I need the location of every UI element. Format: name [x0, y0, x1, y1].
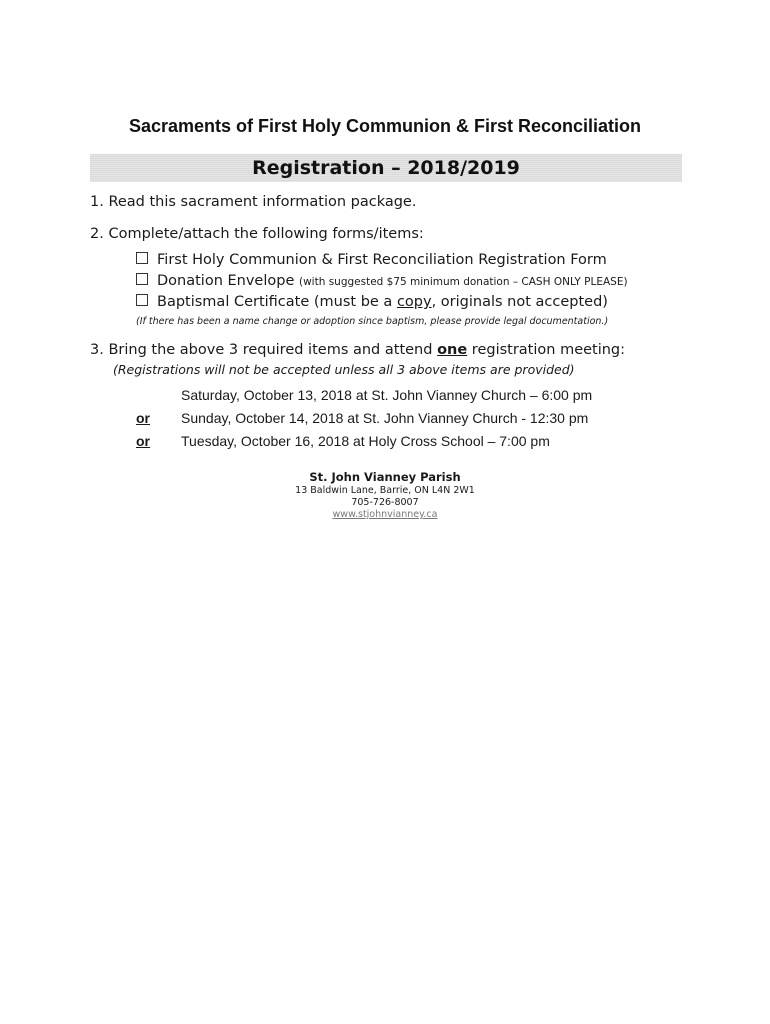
item-label: First Holy Communion & First Reconciliation Registration Form — [157, 252, 607, 268]
meeting-row — [136, 433, 592, 456]
parish-address: 13 Baldwin Lane, Barrie, ON L4N 2W1 — [295, 485, 475, 496]
item-label-suffix: , originals not accepted) — [431, 294, 608, 310]
required-items-list — [136, 252, 628, 315]
parish-contact — [0, 470, 770, 521]
step-2: 2. Complete/attach the following forms/items: — [90, 226, 424, 242]
item-registration-form — [136, 252, 628, 273]
step-3-suffix: registration meeting: — [467, 342, 626, 358]
meeting-schedule — [136, 387, 592, 456]
meeting-text: Sunday, October 14, 2018 at St. John Vianney Church - 12:30 pm — [181, 410, 589, 426]
document-title: Sacraments of First Holy Communion & First Reconciliation — [128, 116, 642, 136]
meeting-row — [136, 410, 592, 433]
checkbox-icon[interactable] — [136, 294, 148, 306]
item-baptismal-certificate — [136, 294, 628, 315]
registration-requirement-note: (Registrations will not be accepted unless all 3 above items are provided) — [113, 362, 575, 377]
item-label-emphasis: copy — [396, 294, 432, 310]
legal-documentation-note: (If there has been a name change or adoption since baptism, please provide legal documentation.) — [136, 316, 609, 327]
checkbox-icon[interactable] — [136, 252, 148, 264]
item-detail: (with suggested $75 minimum donation – CASH ONLY PLEASE) — [298, 276, 628, 288]
step-3 — [90, 342, 625, 358]
item-donation-envelope — [136, 273, 628, 294]
parish-name: St. John Vianney Parish — [309, 470, 461, 484]
meeting-text: Tuesday, October 16, 2018 at Holy Cross School – 7:00 pm — [181, 433, 550, 449]
meeting-or-label: or — [136, 433, 150, 449]
parish-phone: 705-726-8007 — [351, 497, 419, 508]
meeting-text: Saturday, October 13, 2018 at St. John Vianney Church – 6:00 pm — [181, 387, 593, 403]
step-1: 1. Read this sacrament information package. — [90, 194, 417, 210]
item-label-prefix: Baptismal Certificate (must be a — [157, 294, 397, 310]
meeting-or-label: or — [136, 410, 150, 426]
step-3-emphasis: one — [437, 342, 468, 358]
meeting-row — [136, 387, 592, 410]
checkbox-icon[interactable] — [136, 273, 148, 285]
item-label: Donation Envelope — [157, 273, 299, 289]
step-3-prefix: 3. Bring the above 3 required items and attend — [90, 342, 438, 358]
parish-website-link[interactable]: www.stjohnvianney.ca — [332, 509, 438, 520]
registration-banner: Registration – 2018/2019 — [90, 154, 682, 182]
